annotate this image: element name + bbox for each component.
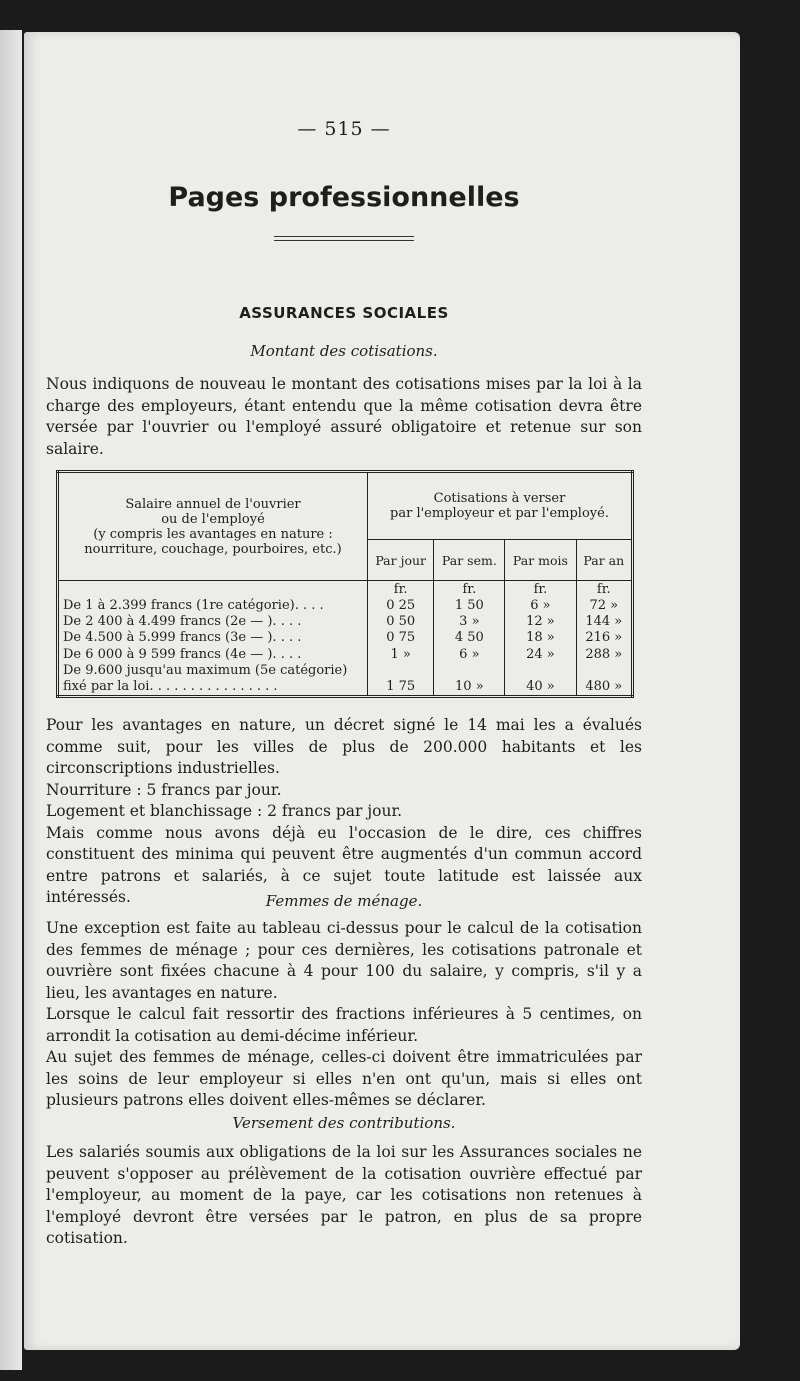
table-row <box>58 662 633 678</box>
value-cell <box>434 662 505 678</box>
value-cell <box>505 662 576 678</box>
avantages-paragraph: Nourriture : 5 francs par jour. <box>46 780 282 799</box>
value-cell: 288 » <box>576 646 632 662</box>
subheading-femmes-de-menage: Femmes de ménage. <box>265 892 423 910</box>
value-cell: 40 » <box>505 679 576 697</box>
avantages-section <box>46 715 642 909</box>
cotisations-header-line: par l'employeur et par l'employé. <box>390 506 609 521</box>
avantages-paragraph: Mais comme nous avons déjà eu l'occasion de le dire, ces chiffres constituent des minima qui peuvent être augmentés d'un commun accord entre patrons et salariés, à ce sujet toute latitude est laissée aux intéressés. <box>46 823 642 906</box>
menage-section <box>46 918 642 1112</box>
value-cell: 72 » <box>576 597 632 613</box>
value-cell: 0 25 <box>368 597 434 613</box>
value-cell: 1 75 <box>368 679 434 697</box>
value-cell: 0 75 <box>368 630 434 646</box>
table-row <box>58 679 633 697</box>
unit-cell: fr. <box>505 581 576 598</box>
value-cell: 18 » <box>505 630 576 646</box>
menage-paragraph: Une exception est faite au tableau ci-dessus pour le calcul de la cotisation des femmes de ménage ; pour ces dernières, les cotisations patronale et ouvrière sont fixées chacune à 4 pour 100 du salaire, y compris, s'il y a lieu, les avantages en nature. <box>46 919 642 1002</box>
versement-paragraph: Les salariés soumis aux obligations de la loi sur les Assurances sociales ne peuvent s'opposer au prélèvement de la cotisation ouvrière effectué par l'employeur, au moment de la paye, car les cotisations non retenues à l'employé devront être versées par le patron, en plus de sa propre cotisation. <box>46 1143 642 1247</box>
column-header-par-an: Par an <box>576 540 632 581</box>
value-cell: 1 » <box>368 646 434 662</box>
table-row <box>58 614 633 630</box>
row-label: De 4.500 à 5.999 francs (3e — ). . . . <box>58 630 368 646</box>
row-label: De 6 000 à 9 599 francs (4e — ). . . . <box>58 646 368 662</box>
row-label: fixé par la loi. . . . . . . . . . . . . . . . <box>58 679 368 697</box>
value-cell: 4 50 <box>434 630 505 646</box>
cotisations-table <box>56 470 634 698</box>
versement-section <box>46 1142 642 1250</box>
unit-cell: fr. <box>368 581 434 598</box>
page-title: Pages professionnelles <box>168 182 520 213</box>
subheading-versement: Versement des contributions. <box>232 1114 456 1132</box>
document-page <box>24 32 740 1350</box>
cotisations-header-cell <box>368 472 633 540</box>
column-header-par-jour: Par jour <box>368 540 434 581</box>
table-row <box>58 646 633 662</box>
intro-text: Nous indiquons de nouveau le montant des cotisations mises par la loi à la charge des employeurs, étant entendu que la même cotisation devra être versée par l'ouvrier ou l'employé assuré obligatoire et retenue sur son salaire. <box>46 375 642 458</box>
value-cell: 1 50 <box>434 597 505 613</box>
salary-header-line: ou de l'employé <box>161 511 265 527</box>
value-cell: 480 » <box>576 679 632 697</box>
value-cell: 6 » <box>434 646 505 662</box>
salary-header-line: (y compris les avantages en nature : <box>93 526 333 542</box>
row-label: De 1 à 2.399 francs (1re catégorie). . . . <box>58 597 368 613</box>
salary-header-line: Salaire annuel de l'ouvrier <box>125 496 301 512</box>
value-cell: 0 50 <box>368 614 434 630</box>
units-row-label <box>58 581 368 598</box>
section-heading: ASSURANCES SOCIALES <box>239 304 449 322</box>
avantages-paragraph: Logement et blanchissage : 2 francs par jour. <box>46 802 403 820</box>
value-cell: 24 » <box>505 646 576 662</box>
unit-cell: fr. <box>576 581 632 598</box>
table-row <box>58 597 633 613</box>
value-cell <box>576 662 632 678</box>
salary-header-line: nourriture, couchage, pourboires, etc.) <box>84 541 342 557</box>
column-header-par-sem: Par sem. <box>434 540 505 581</box>
value-cell: 3 » <box>434 614 505 630</box>
salary-header-cell <box>58 472 368 581</box>
column-header-par-mois: Par mois <box>505 540 576 581</box>
value-cell: 12 » <box>505 614 576 630</box>
menage-paragraph: Au sujet des femmes de ménage, celles-ci doivent être immatriculées par les soins de leur employeur si elles n'en ont qu'un, mais si elles ont plusieurs patrons elles doivent elles-mêmes se déclarer. <box>46 1048 642 1109</box>
subheading-montant: Montant des cotisations. <box>250 342 438 360</box>
table-row <box>58 630 633 646</box>
value-cell: 10 » <box>434 679 505 697</box>
menage-paragraph: Lorsque le calcul fait ressortir des fractions inférieures à 5 centimes, on arrondit la cotisation au demi-décime inférieur. <box>46 1005 642 1045</box>
avantages-paragraph: Pour les avantages en nature, un décret signé le 14 mai les a évalués comme suit, pour les villes de plus de 200.000 habitants et les circonscriptions industrielles. <box>46 716 642 777</box>
row-label: De 9.600 jusqu'au maximum (5e catégorie) <box>58 662 368 678</box>
value-cell: 144 » <box>576 614 632 630</box>
page-number: — 515 — <box>297 118 391 140</box>
unit-cell: fr. <box>434 581 505 598</box>
cotisations-header-line: Cotisations à verser <box>433 491 566 506</box>
intro-paragraph <box>46 374 642 460</box>
row-label: De 2 400 à 4.499 francs (2e — ). . . . <box>58 614 368 630</box>
value-cell: 216 » <box>576 630 632 646</box>
facing-page-edge <box>0 30 22 1370</box>
title-underline <box>274 236 414 241</box>
value-cell: 6 » <box>505 597 576 613</box>
value-cell <box>368 662 434 678</box>
